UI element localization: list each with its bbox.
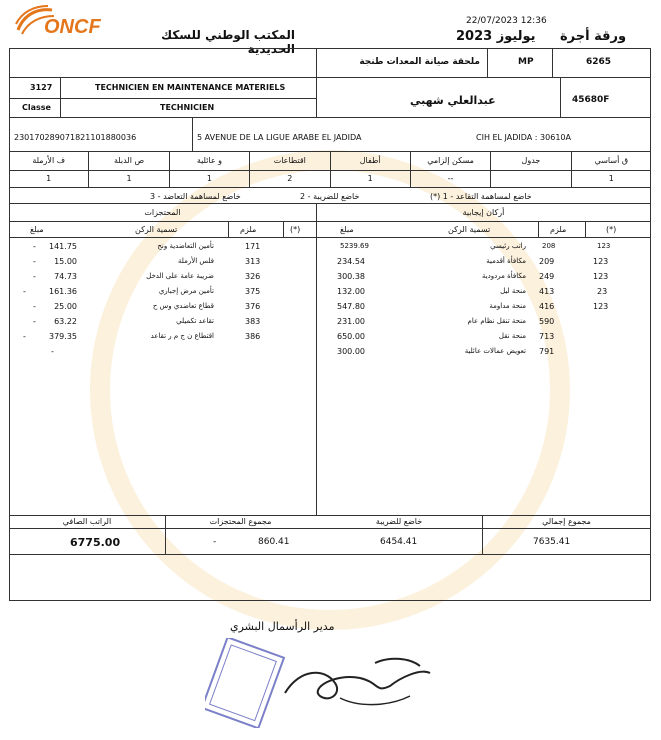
deduction-row	[9, 286, 316, 301]
deduction-sign: -	[23, 287, 26, 296]
earning-star: 123	[593, 302, 609, 311]
deduction-amount: 161.36	[49, 287, 77, 296]
earning-star: 123	[597, 242, 611, 250]
deduction-code: 313	[245, 257, 261, 266]
official-stamp	[205, 638, 285, 728]
family-col	[571, 152, 651, 188]
family-value: 2	[287, 174, 293, 183]
deduction-sign: -	[33, 257, 36, 266]
earning-star: 123	[593, 257, 609, 266]
earn-col-star: (*)	[606, 225, 617, 234]
deductions-title: المحتجزات	[144, 208, 181, 217]
family-header: ف الأرملة	[32, 156, 66, 165]
deduction-row	[9, 331, 316, 346]
gross-value: 7635.41	[533, 537, 571, 547]
earning-code: 249	[539, 272, 555, 281]
earning-label: مكافأة أقدمية	[486, 257, 526, 265]
ded-col-star: (*)	[290, 225, 301, 234]
family-col	[169, 152, 249, 188]
earning-row	[316, 286, 651, 301]
deduction-code: 171	[245, 242, 261, 251]
earning-amount: 300.38	[337, 272, 365, 281]
family-col	[490, 152, 570, 188]
earning-row	[316, 331, 651, 346]
deduction-code: 376	[245, 302, 261, 311]
earning-row	[316, 301, 651, 316]
deduction-label: ضريبة عامة على الدخل	[146, 272, 214, 280]
earning-code: 791	[539, 347, 555, 356]
taxable-label: خاضع للضريبة	[375, 517, 423, 526]
deduction-row	[9, 256, 316, 271]
deduction-label: تأمين مرض إجباري	[158, 287, 214, 295]
deduction-amount: 63.22	[54, 317, 77, 326]
earning-row	[316, 256, 651, 271]
earning-row	[316, 271, 651, 286]
org-name: المكتب الوطني للسكك الحديدية	[161, 28, 295, 56]
net-label: الراتب الصافي	[62, 517, 112, 526]
ded-col-label: تسمية الركن	[135, 225, 178, 234]
family-col	[88, 152, 168, 188]
earning-label: منحة تنقل نظام عام	[467, 317, 526, 325]
earn-col-code: ملزم	[550, 225, 567, 234]
deduction-amount: 15.00	[54, 257, 77, 266]
deductions-total-value: 860.41	[258, 537, 290, 547]
family-value: 1	[608, 174, 614, 183]
unit-code: MP	[518, 57, 534, 67]
employee-id: 3127	[30, 83, 53, 92]
deductions-total-label: مجموع المحتجزات	[209, 517, 272, 526]
earnings-title: أركان إيجابية	[462, 208, 505, 217]
earning-row	[316, 346, 651, 361]
doc-title: ورقة أجرة	[560, 29, 627, 44]
earning-code: 713	[539, 332, 555, 341]
deduction-label: تقاعد تكميلي	[176, 317, 214, 325]
family-value: --	[447, 174, 454, 183]
deduction-sign: -	[23, 332, 26, 341]
deduction-row	[9, 316, 316, 331]
deduction-amount: 141.75	[49, 242, 77, 251]
deduction-sign: -	[51, 347, 54, 356]
deduction-code: 386	[245, 332, 261, 341]
earning-amount: 132.00	[337, 287, 365, 296]
earning-amount: 300.00	[337, 347, 365, 356]
classe-value: TECHNICIEN	[160, 103, 215, 112]
family-col	[249, 152, 329, 188]
family-value: 1	[367, 174, 373, 183]
family-value: 1	[46, 174, 52, 183]
deduction-label: قطاع تعاضدي وس ح	[152, 302, 214, 310]
deduction-label: اقتطاع ن ج م ر تقاعد	[150, 332, 214, 340]
gross-label: مجموع إجمالي	[542, 517, 591, 526]
ded-col-code: ملزم	[240, 225, 257, 234]
deduction-row	[9, 271, 316, 286]
earning-code: 590	[539, 317, 555, 326]
earning-label: منحة مداومة	[489, 302, 526, 310]
deduction-code: 383	[245, 317, 261, 326]
employee-grade: TECHNICIEN EN MAINTENANCE MATERIELS	[95, 83, 286, 92]
deduction-sign: -	[33, 272, 36, 281]
deduction-amount: 25.00	[54, 302, 77, 311]
family-header: مسكن إلزامي	[427, 156, 474, 165]
employee-name: عبدالعلي شهبي	[410, 94, 496, 107]
account-number: 230170289071821101880036	[14, 133, 137, 142]
family-value	[491, 165, 570, 175]
earning-label: مكافأة مردودية	[481, 272, 526, 280]
earning-row	[316, 241, 651, 256]
family-col	[410, 152, 490, 188]
deduction-label: تأمين التعاضدية ونح	[157, 242, 214, 250]
deduction-sign: -	[33, 302, 36, 311]
family-header: ق أساسي	[594, 156, 629, 165]
unit-number: 6265	[586, 57, 612, 67]
deduction-sign: -	[33, 242, 36, 251]
ded-col-amount: مبلغ	[30, 225, 44, 234]
family-col	[9, 152, 88, 188]
logo-text: ONCF	[44, 16, 101, 38]
deduction-row	[9, 241, 316, 256]
earning-amount: 234.54	[337, 257, 365, 266]
earning-amount: 5239.69	[340, 242, 369, 250]
signatory-title: مدير الرأسمال البشري	[230, 620, 335, 633]
family-header: أطفال	[359, 156, 381, 165]
earning-code: 208	[542, 242, 556, 250]
earning-amount: 547.80	[337, 302, 365, 311]
earning-code: 413	[539, 287, 555, 296]
earning-label: تعويض عمالات عائلية	[464, 347, 526, 355]
unit-name: ملحقة صيانة المعدات طنجة	[359, 57, 480, 67]
net-value: 6775.00	[70, 536, 121, 549]
earning-row	[316, 316, 651, 331]
handwritten-signature	[280, 648, 460, 718]
family-header: جدول	[521, 156, 541, 165]
earning-amount: 650.00	[337, 332, 365, 341]
printed-at: 22/07/2023 12:36	[466, 16, 547, 26]
deduction-code: 326	[245, 272, 261, 281]
employee-matricule: 45680F	[572, 95, 610, 105]
earning-label: منحة نقل	[498, 332, 526, 340]
classe-label: Classe	[22, 103, 51, 112]
earning-code: 416	[539, 302, 555, 311]
taxable-value: 6454.41	[380, 537, 418, 547]
deduction-row	[9, 346, 316, 361]
family-header: اقتطاعات	[273, 156, 306, 165]
earning-label: راتب رئيسي	[490, 242, 526, 250]
deduction-code: 375	[245, 287, 261, 296]
note-2: 2 - خاضع للضريبة	[300, 192, 360, 201]
deduction-sign: -	[33, 317, 36, 326]
oncf-logo	[14, 4, 114, 48]
bank: CIH EL JADIDA : 30610A	[476, 133, 571, 142]
note-3: 3 - خاضع لمساهمة التعاضد	[150, 192, 241, 201]
family-value: 1	[126, 174, 132, 183]
earning-star: 123	[593, 272, 609, 281]
earning-amount: 231.00	[337, 317, 365, 326]
family-col	[330, 152, 410, 188]
note-1: (*) 1 - خاضع لمساهمة التقاعد	[430, 192, 532, 201]
deduction-amount: 74.73	[54, 272, 77, 281]
address: 5 AVENUE DE LA LIGUE ARABE EL JADIDA	[197, 133, 362, 142]
period: يوليوز 2023	[456, 29, 536, 44]
earn-col-label: تسمية الركن	[448, 225, 491, 234]
earning-star: 23	[597, 287, 608, 296]
family-value: 1	[206, 174, 212, 183]
deduction-row	[9, 301, 316, 316]
earn-col-amount: مبلغ	[340, 225, 354, 234]
family-header: ص الدبلة	[113, 156, 145, 165]
family-header: و عائلية	[196, 156, 223, 165]
deduction-label: فلس الأرملة	[178, 257, 214, 265]
deduction-amount: 379.35	[49, 332, 77, 341]
deductions-total-sign: -	[213, 537, 217, 547]
earning-code: 209	[539, 257, 555, 266]
earning-label: منحة ليل	[500, 287, 526, 295]
